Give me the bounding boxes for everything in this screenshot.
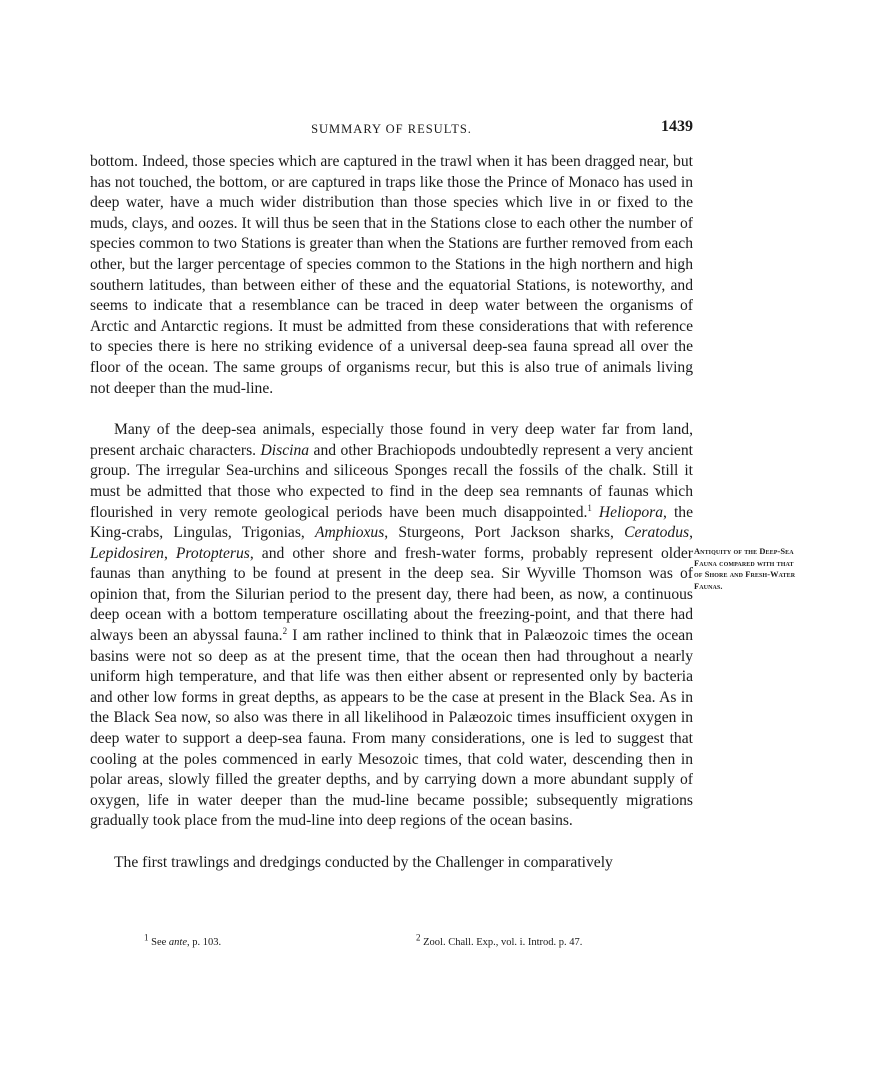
paragraph-2	[90, 420, 693, 832]
footnote-1-italic: ante	[168, 937, 187, 948]
taxon-heliopora: Heliopora	[598, 503, 664, 521]
footnote-ref-2: 2	[282, 625, 288, 636]
footnote-ref-1: 1	[587, 502, 592, 513]
text-segment: ,	[689, 524, 693, 542]
footnote-1-mark: 1	[144, 932, 149, 943]
taxon-ceratodus: Ceratodus	[624, 524, 690, 542]
paragraph-1: bottom. Indeed, those species which are captured in the trawl when it has been dragged near, but has not touched, the bottom, or are captured in traps like those the Prince of Monaco has used in deep water, have a much wider distribution than those species which live in or fixed to the muds, clays, and oozes. It will thus be seen that in the Stations close to each other the number of species common to two Stations is greater than when the Stations are further removed from each other, but the larger percentage of species common to the Stations in the high northern and high southern latitudes, than between either of these and the equatorial Stations, is noteworthy, and seems to indicate that a resemblance can be traced in deep water between the organisms of Arctic and Antarctic regions. It must be admitted from these considerations that with reference to species there is here no striking evidence of a universal deep-sea fauna spread all over the floor of the ocean. The same groups of organisms recur, but this is also true of animals living not deeper than the mud-line.	[90, 153, 693, 397]
paragraph-3: The first trawlings and dredgings conducted by the Challenger in comparatively	[114, 854, 613, 871]
footnote-2	[416, 932, 583, 948]
taxon-protopterus: Protopterus	[175, 544, 250, 562]
page-number: 1439	[661, 118, 693, 135]
text-segment: and other Brachiopods undoubtedly represent a very ancient group. The irregular Sea-urchins and siliceous Sponges recall the fossils of the chalk. Still it must be admitted that those who expected to find in the deep sea remnants of faunas which flourished in very remote geological periods have been much disappointed.	[90, 441, 693, 521]
page-header	[90, 118, 693, 138]
taxon-lepidosiren: Lepidosiren	[90, 544, 164, 562]
running-title: SUMMARY OF RESULTS.	[311, 122, 472, 136]
main-text	[90, 152, 693, 874]
text-segment: I am rather inclined to think that in Palæozoic times the ocean basins were not so deep as at the present time, that the ocean then had throughout a nearly uniform high temperature, and that life was then either absent or represented only by bacteria and other low forms in great depths, as appears to be the case at present in the Black Sea. As in the Black Sea now, so also was there in all likelihood in Palæozoic times insufficient oxygen in deep water to support a deep-sea fauna. From many considerations, one is led to suggest that cooling at the poles commenced in early Mesozoic times, that cold water, descending then in polar areas, slowly filled the greater depths, and by carrying down a more abundant supply of oxygen, life in water deeper than the mud-line became possible; subsequently migrations gradually took place from the mud-line into deep regions of the ocean basins.	[90, 627, 693, 830]
margin-note: Antiquity of the Deep-Sea Fauna compared with that of Shore and Fresh-Water Faunas.	[694, 547, 796, 591]
text-segment: , and other shore and fresh-water forms, probably represent older faunas than anything to be found at present in the deep sea. Sir Wyville Thomson was of opinion that, from the Silurian period to the present day, there had been, as now, a continuous deep ocean with a bottom temperature oscillating about the freezing-point, and that there had always been an abyssal fauna.	[90, 544, 693, 645]
footnote-2-text: Zool. Chall. Exp., vol. i. Introd. p. 47.	[423, 937, 583, 948]
footnote-1-post: , p. 103.	[187, 937, 222, 948]
taxon-amphioxus: Amphioxus	[314, 524, 385, 542]
footnote-2-mark: 2	[416, 932, 421, 943]
text-segment: , Sturgeons, Port Jackson sharks,	[384, 524, 625, 542]
text-segment: , the King-crabs, Lingulas, Trigonias,	[90, 503, 693, 542]
footnote-1-pre: See	[151, 937, 169, 948]
text-segment: ,	[163, 544, 176, 562]
footnotes	[90, 932, 693, 953]
footnote-1	[144, 932, 222, 948]
text-segment: Many of the deep-sea animals, especially those found in very deep water far from land, present archaic characters.	[90, 421, 693, 459]
taxon-discina: Discina	[260, 441, 310, 459]
